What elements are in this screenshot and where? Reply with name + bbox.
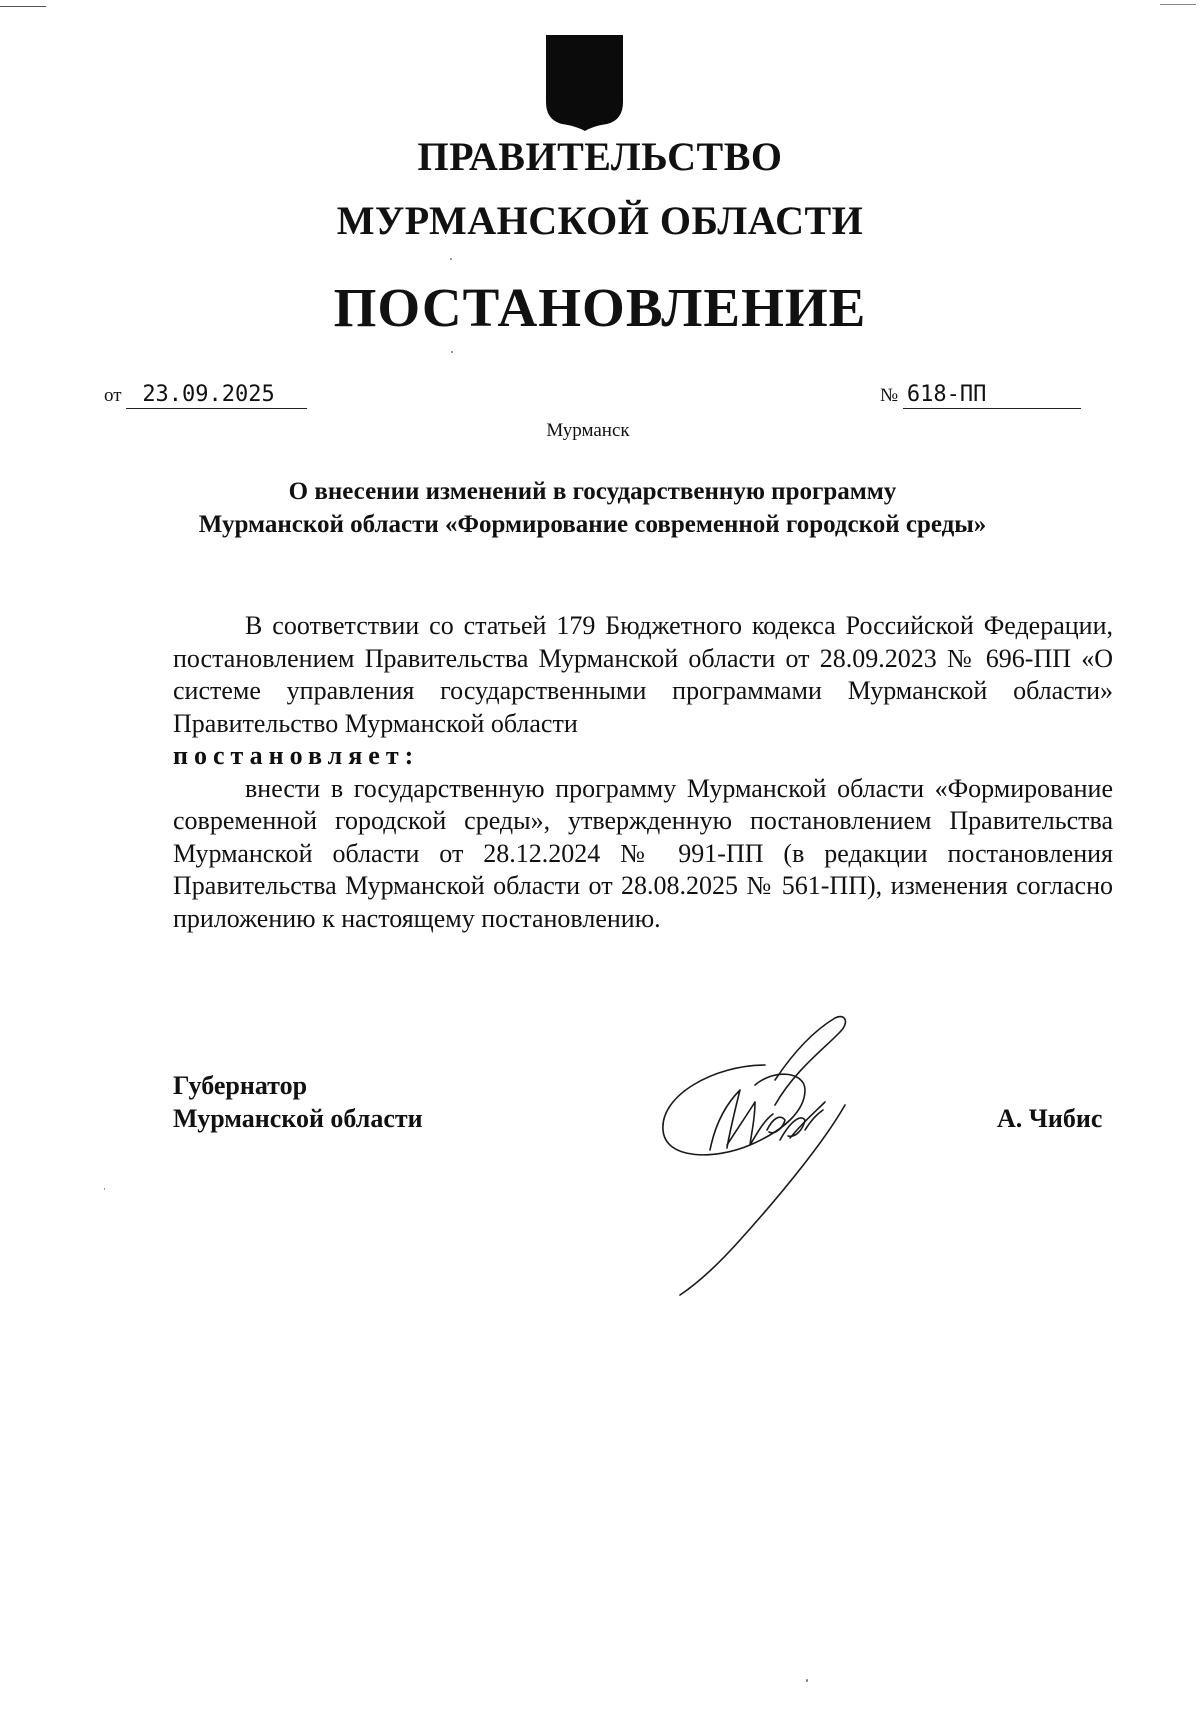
document-number — [880, 382, 1081, 409]
government-title-line2: МУРМАНСКОЙ ОБЛАСТИ — [336, 198, 864, 243]
body-paragraph-preamble: В соответствии со статьей 179 Бюджетного кодекса Российской Федерации, постановлением Правительства Мурманской области от 28.09.2023 № 696-ПП «О системе управления государственными программами Мурманской области» Правительство Мурманской области — [173, 611, 1113, 738]
body-paragraph-decision: внести в государственную программу Мурманской области «Формирование современной городской среды», утвержденную постановлением Правительства Мурманской области от 28.12.2024 № 991-ПП (в редакции постановления Правительства Мурманской области от 28.08.2025 № 561-ПП), изменения согласно приложению к настоящему постановлению. — [173, 773, 1113, 933]
handwritten-signature-icon — [655, 1010, 905, 1300]
government-title-line1: ПРАВИТЕЛЬСТВО — [417, 134, 783, 179]
signer-title-line1: Губернатор — [173, 1071, 308, 1100]
subject-line1: О внесении изменений в государственную программу — [288, 478, 897, 505]
scan-speck — [450, 258, 452, 260]
signer-title — [173, 1069, 423, 1135]
date-value: 23.09.2025 — [126, 382, 307, 409]
document-type-heading: ПОСТАНОВЛЕНИЕ — [333, 277, 867, 338]
signer-name: А. Чибис — [997, 1104, 1103, 1133]
resolves-keyword: постановляет: — [173, 741, 420, 770]
scan-edge-mark-left — [0, 6, 46, 7]
scan-speck — [104, 1188, 105, 1190]
scan-speck — [806, 1679, 808, 1682]
date-prefix: от — [104, 385, 122, 406]
city-label: Мурманск — [546, 420, 630, 441]
coat-of-arms-emblem-icon — [545, 34, 624, 132]
scan-edge-mark-right — [1160, 4, 1196, 5]
number-prefix: № — [880, 385, 899, 406]
document-body — [173, 610, 1113, 935]
signer-title-line2: Мурманской области — [173, 1104, 423, 1133]
document-subject — [0, 475, 1185, 541]
document-date — [104, 382, 307, 409]
number-value: 618-ПП — [903, 382, 1081, 409]
subject-line2: Мурманской области «Формирование современной городской среды» — [198, 511, 987, 538]
scan-speck — [451, 351, 453, 353]
